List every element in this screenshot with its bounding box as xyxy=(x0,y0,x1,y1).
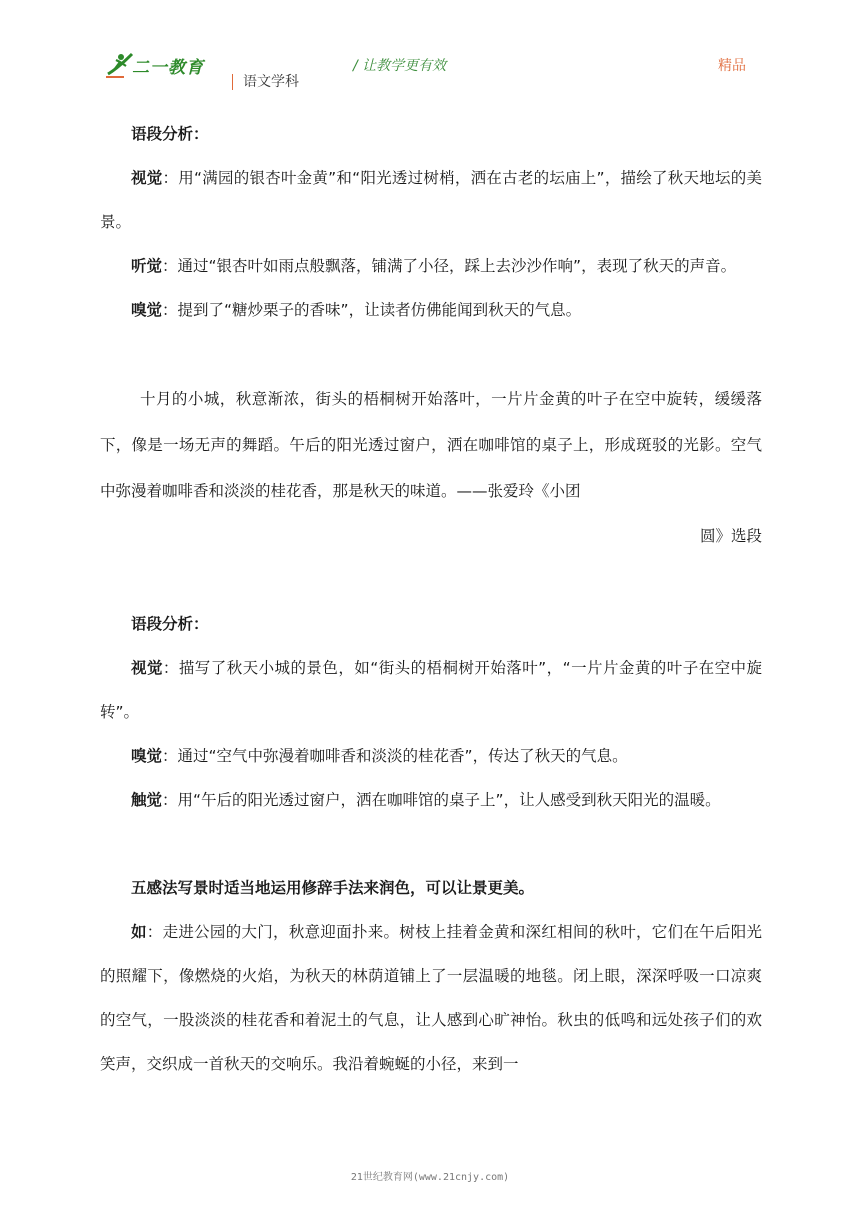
document-body xyxy=(100,112,762,1086)
logo xyxy=(104,50,226,82)
spacer xyxy=(100,558,762,602)
spacer xyxy=(100,822,762,866)
analysis-text: ：用“满园的银杏叶金黄”和“阳光透过树梢，洒在古老的坛庙上”，描绘了秋天地坛的美景。 xyxy=(100,169,762,231)
subject-label: 语文学科 xyxy=(232,74,299,90)
quality-badge: 精品 xyxy=(718,58,746,74)
section-label: 语段分析： xyxy=(131,615,209,633)
analysis-text: ：通过“银杏叶如雨点般飘落，铺满了小径，踩上去沙沙作响”，表现了秋天的声音。 xyxy=(162,257,737,275)
analysis-item xyxy=(100,156,762,244)
analysis-term: 视觉 xyxy=(131,659,163,677)
analysis-term: 听觉 xyxy=(131,257,163,275)
logo-text: 二一教育 xyxy=(132,58,204,78)
analysis-term: 嗅觉 xyxy=(131,747,163,765)
example-term: 如 xyxy=(131,923,147,941)
slogan: / 让教学更有效 xyxy=(353,58,447,74)
quote-paragraph: 十月的小城，秋意渐浓，街头的梧桐树开始落叶，一片片金黄的叶子在空中旋转，缓缓落下，像是一场无声的舞蹈。午后的阳光透过窗户，洒在咖啡馆的桌子上，形成斑驳的光影。空气中弥漫着咖啡香和淡淡的桂花香，那是秋天的味道。——张爱玲《小团 xyxy=(100,390,762,500)
section-label: 语段分析： xyxy=(131,125,209,143)
example-paragraph xyxy=(100,910,762,1086)
analysis-item xyxy=(100,734,762,778)
analysis-text: ：通过“空气中弥漫着咖啡香和淡淡的桂花香”，传达了秋天的气息。 xyxy=(162,747,628,765)
page-header xyxy=(0,0,860,100)
runner-logo-icon xyxy=(104,50,134,80)
analysis-item xyxy=(100,288,762,332)
analysis-text: ：用“午后的阳光透过窗户，洒在咖啡馆的桌子上”，让人感受到秋天阳光的温暖。 xyxy=(162,791,721,809)
analysis-term: 嗅觉 xyxy=(131,301,163,319)
analysis-term: 触觉 xyxy=(131,791,163,809)
example-text: ：走进公园的大门，秋意迎面扑来。树枝上挂着金黄和深红相间的秋叶，它们在午后阳光的照耀下，像燃烧的火焰，为秋天的林荫道铺上了一层温暖的地毯。闭上眼，深深呼吸一口凉爽的空气，一股淡淡的桂花香和着泥土的气息，让人感到心旷神怡。秋虫的低鸣和远处孩子们的欢笑声，交织成一首秋天的交响乐。我沿着蜿蜒的小径，来到一 xyxy=(100,923,762,1073)
section-label: 五感法写景时适当地运用修辞手法来润色，可以让景更美。 xyxy=(131,879,535,897)
analysis-item xyxy=(100,778,762,822)
analysis-item xyxy=(100,646,762,734)
analysis-item xyxy=(100,244,762,288)
analysis-term: 视觉 xyxy=(131,169,163,187)
analysis-text: ：描写了秋天小城的景色，如“街头的梧桐树开始落叶”，“一片片金黄的叶子在空中旋转”。 xyxy=(100,659,762,721)
analysis-text: ：提到了“糖炒栗子的香味”，让读者仿佛能闻到秋天的气息。 xyxy=(162,301,582,319)
quote-end: 圆》选段 xyxy=(699,527,762,545)
page-footer: 21世纪教育网(www.21cnjy.com) xyxy=(350,1172,510,1183)
spacer xyxy=(100,332,762,376)
